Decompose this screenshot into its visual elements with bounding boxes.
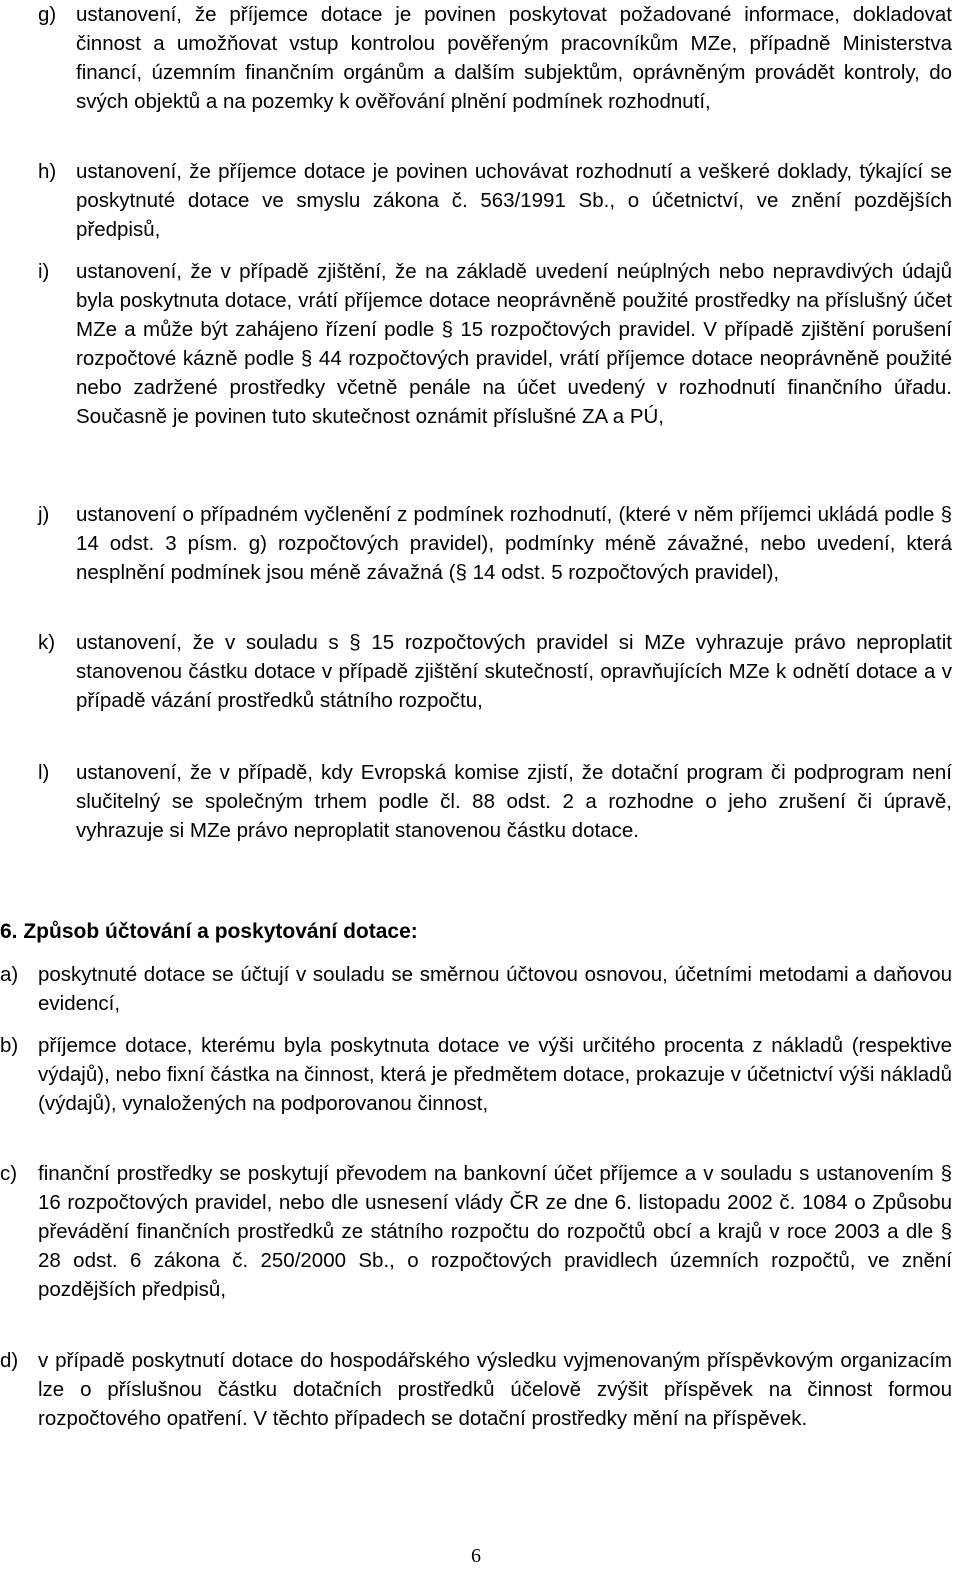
list-item-text: ustanovení, že příjemce dotace je povinen uchovávat rozhodnutí a veškeré doklady, týkající se poskytnuté dotace ve smyslu zákona č. 563/1991 Sb., o účetnictví, ve znění pozdějších předpisů, [76, 160, 952, 241]
list-item-d [0, 1346, 952, 1433]
list-item-label: l) [38, 761, 50, 784]
list-item-k [38, 628, 952, 715]
list-item-label: b) [0, 1034, 19, 1057]
list-item-text: ustanovení o případném vyčlenění z podmínek rozhodnutí, (které v něm příjemci ukládá podle § 14 odst. 3 písm. g) rozpočtových pravidel), podmínky méně závažné, nebo uvedení, která nesplnění podmínek jsou méně závažná (§ 14 odst. 5 rozpočtových pravidel), [76, 503, 952, 584]
list-item-text: ustanovení, že v případě zjištění, že na základě uvedení neúplných nebo nepravdivých údajů byla poskytnuta dotace, vrátí příjemce dotace neoprávněně použité prostředky na příslušný účet MZe a může být zahájeno řízení podle § 15 rozpočtových pravidel. V případě zjištění porušení rozpočtové kázně podle § 44 rozpočtových pravidel, vrátí příjemce dotace neoprávněně použité nebo zadržené prostředky včetně penále na účet uvedený v rozhodnutí finančního úřadu. Současně je povinen tuto skutečnost oznámit příslušné ZA a PÚ, [76, 260, 952, 428]
list-item-label: k) [38, 631, 56, 654]
list-item-g [38, 0, 952, 116]
list-item-label: c) [0, 1162, 18, 1185]
list-item-text: poskytnuté dotace se účtují v souladu se směrnou účtovou osnovou, účetními metodami a daňovou evidencí, [38, 963, 952, 1015]
list-item-h [38, 157, 952, 244]
list-item-label: j) [38, 503, 50, 526]
list-item-b [0, 1031, 952, 1118]
list-item-label: a) [0, 963, 19, 986]
list-item-a [0, 960, 952, 1018]
list-item-l [38, 758, 952, 845]
list-item-c [0, 1159, 952, 1304]
list-item-j [38, 500, 952, 587]
list-item-text: ustanovení, že příjemce dotace je povinen poskytovat požadované informace, dokladovat činnost a umožňovat vstup kontrolou pověřeným pracovníkům MZe, případně Ministerstva financí, územním finančním orgánům a dalším subjektům, oprávněným provádět kontroly, do svých objektů a na pozemky k ověřování plnění podmínek rozhodnutí, [76, 3, 952, 113]
list-item-label: g) [38, 3, 57, 26]
section-heading: 6. Způsob účtování a poskytování dotace: [0, 920, 418, 943]
list-item-i [38, 257, 952, 431]
list-item-label: d) [0, 1349, 19, 1372]
list-item-label: i) [38, 260, 50, 283]
list-item-text: ustanovení, že v souladu s § 15 rozpočtových pravidel si MZe vyhrazuje právo neproplatit stanovenou částku dotace v případě zjištění skutečností, opravňujících MZe k odnětí dotace a v případě vázání prostředků státního rozpočtu, [76, 631, 952, 712]
page-number: 6 [471, 1545, 481, 1567]
list-item-text: ustanovení, že v případě, kdy Evropská komise zjistí, že dotační program či podprogram není slučitelný se společným trhem podle čl. 88 odst. 2 a rozhodne o jeho zrušení či úpravě, vyhrazuje si MZe právo neproplatit stanovenou částku dotace. [76, 761, 952, 842]
list-item-text: v případě poskytnutí dotace do hospodářského výsledku vyjmenovaným příspěvkovým organizacím lze o příslušnou částku dotačních prostředků účelově zvýšit příspěvek na činnost formou rozpočtového opatření. V těchto případech se dotační prostředky mění na příspěvek. [38, 1349, 952, 1430]
list-item-text: příjemce dotace, kterému byla poskytnuta dotace ve výši určitého procenta z nákladů (respektive výdajů), nebo fixní částka na činnost, která je předmětem dotace, prokazuje v účetnictví výši nákladů (výdajů), vynaložených na podporovanou činnost, [38, 1034, 952, 1115]
list-item-label: h) [38, 160, 57, 183]
list-item-text: finanční prostředky se poskytují převodem na bankovní účet příjemce a v souladu s ustanovením § 16 rozpočtových pravidel, nebo dle usnesení vlády ČR ze dne 6. listopadu 2002 č. 1084 o Způsobu převádění finančních prostředků ze státního rozpočtu do rozpočtů obcí a krajů v roce 2003 a dle § 28 odst. 6 zákona č. 250/2000 Sb., o rozpočtových pravidlech územních rozpočtů, ve znění pozdějších předpisů, [38, 1162, 952, 1301]
